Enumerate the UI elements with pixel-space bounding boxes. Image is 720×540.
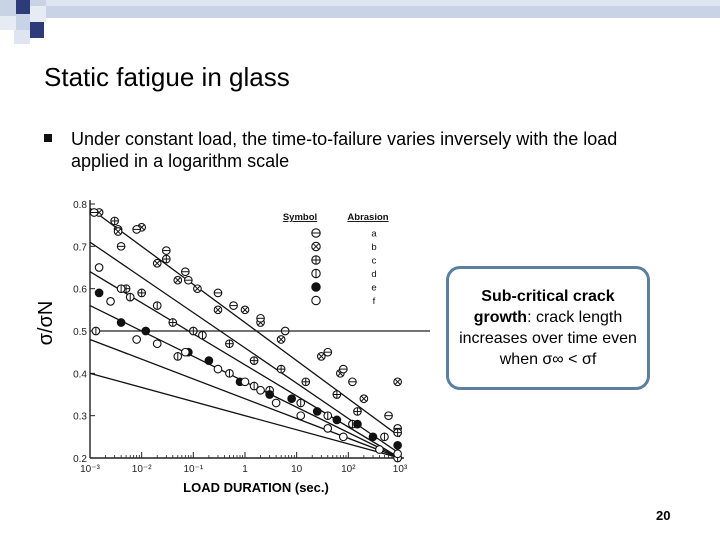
data-point-circle-vbar (381, 433, 389, 441)
data-point-circle-x (174, 276, 182, 284)
data-point-circle-x (214, 306, 222, 314)
data-point-circle-bar (230, 302, 238, 310)
data-point-circle-plus (277, 365, 285, 373)
data-point-circle-x (360, 395, 368, 403)
data-point-circle-x (153, 259, 161, 267)
data-point-circle-plus (138, 289, 146, 297)
data-point-open (95, 264, 103, 272)
data-point-circle-plus (111, 217, 119, 225)
data-point-filled (369, 433, 377, 441)
data-point-open (214, 365, 222, 373)
data-point-circle-vbar (126, 293, 134, 301)
data-point-circle-vbar (199, 331, 207, 339)
data-point-circle-bar (257, 315, 265, 323)
data-point-open (272, 399, 280, 407)
static-fatigue-chart (30, 190, 430, 500)
data-point-circle-plus (163, 255, 171, 263)
x-tick-label: 10³ (392, 464, 408, 475)
callout-bold-text: Sub-critical crack growth (473, 288, 615, 326)
data-point-open (394, 450, 402, 458)
data-point-circle-x (277, 336, 285, 344)
legend-symbol-circle-bar (312, 229, 320, 237)
callout-box (446, 266, 650, 390)
data-point-filled (333, 416, 341, 424)
data-point-filled (95, 289, 103, 297)
data-point-circle-bar (117, 243, 125, 251)
data-point-circle-x (114, 228, 122, 236)
data-point-filled (394, 442, 402, 450)
legend-symbol-circle-plus (312, 256, 320, 264)
data-point-open (133, 336, 141, 344)
fit-line (90, 272, 400, 458)
data-point-circle-bar (214, 289, 222, 297)
data-point-circle-vbar (117, 285, 125, 293)
data-point-circle-x (394, 378, 402, 386)
data-point-circle-vbar (226, 370, 234, 378)
header-decoration (0, 0, 720, 48)
data-point-circle-bar (385, 412, 393, 420)
legend-label: e (371, 282, 377, 294)
data-point-circle-plus (394, 429, 402, 437)
x-tick-label: 10² (341, 464, 356, 475)
x-axis-label: LOAD DURATION (sec.) (183, 480, 329, 495)
x-tick-label: 10⁻³ (80, 464, 100, 475)
data-point-circle-bar (133, 226, 141, 234)
data-point-open (324, 425, 332, 433)
data-point-open (376, 446, 384, 454)
callout-rest-text: : crack length increases over time even when σ∞ < σf (459, 309, 637, 368)
data-point-circle-bar (163, 247, 171, 255)
data-point-circle-bar (340, 365, 348, 373)
legend-header-symbol: Symbol (282, 212, 318, 223)
data-point-circle-plus (354, 408, 362, 416)
fit-line (90, 208, 400, 437)
data-point-circle-plus (169, 319, 177, 327)
data-point-filled (117, 319, 125, 327)
data-point-circle-bar (90, 209, 98, 217)
data-point-circle-vbar (153, 302, 161, 310)
data-point-circle-x (241, 306, 249, 314)
x-tick-label: 10⁻² (131, 464, 152, 475)
data-point-open (297, 412, 305, 420)
data-point-circle-bar (182, 268, 190, 276)
bullet-square-icon (44, 134, 52, 142)
y-tick-label: 0.7 (73, 242, 87, 254)
legend-symbol-filled (312, 283, 320, 291)
data-point-circle-plus (333, 391, 341, 399)
data-point-filled (266, 391, 274, 399)
y-tick-label: 0.8 (73, 200, 87, 211)
legend-label: b (371, 242, 377, 253)
data-point-circle-bar (185, 276, 193, 284)
legend-label: a (371, 228, 377, 240)
data-point-open (182, 348, 190, 356)
data-point-open (340, 433, 348, 441)
data-point-circle-bar (349, 378, 357, 386)
slide-number: 20 (656, 508, 671, 523)
slide-title: Static fatigue in glass (44, 62, 290, 92)
legend-symbol-open (312, 296, 320, 304)
data-point-circle-vbar (92, 327, 100, 335)
data-point-open (241, 378, 249, 386)
data-point-circle-plus (302, 378, 310, 386)
data-point-circle-plus (226, 340, 234, 348)
legend-label: f (372, 296, 376, 307)
data-point-filled (205, 357, 213, 365)
data-point-circle-bar (281, 327, 289, 335)
data-point-filled (288, 395, 296, 403)
data-point-circle-vbar (297, 399, 305, 407)
data-point-circle-vbar (324, 412, 332, 420)
y-axis-label: σ/σN (35, 300, 57, 346)
legend-symbol-circle-x (312, 242, 320, 250)
y-tick-label: 0.2 (73, 454, 87, 465)
y-tick-label: 0.6 (73, 284, 87, 296)
data-point-open (153, 340, 161, 348)
data-point-filled (354, 420, 362, 428)
data-point-circle-bar (324, 348, 332, 356)
data-point-filled (142, 327, 150, 335)
legend-header-abrasion: Abrasion (347, 212, 389, 223)
fit-line (90, 339, 400, 458)
y-tick-label: 0.5 (73, 327, 87, 338)
legend-label: c (371, 255, 377, 267)
legend-symbol-circle-vbar (312, 269, 320, 277)
data-point-open (257, 386, 265, 394)
legend-label: d (371, 269, 377, 280)
data-point-circle-x (194, 285, 202, 293)
data-point-filled (313, 408, 321, 416)
data-point-circle-plus (190, 327, 198, 335)
data-point-circle-plus (250, 357, 258, 365)
callout-text (459, 286, 637, 370)
x-tick-label: 10 (291, 464, 303, 475)
y-tick-label: 0.3 (73, 411, 87, 423)
x-tick-label: 1 (242, 464, 248, 475)
data-point-open (107, 298, 115, 306)
x-tick-label: 10⁻¹ (183, 464, 204, 475)
bullet-text: Under constant load, the time-to-failure varies inversely with the load applied in a logarithm scale (71, 129, 618, 171)
data-point-circle-vbar (174, 353, 182, 361)
y-tick-label: 0.4 (73, 369, 87, 381)
